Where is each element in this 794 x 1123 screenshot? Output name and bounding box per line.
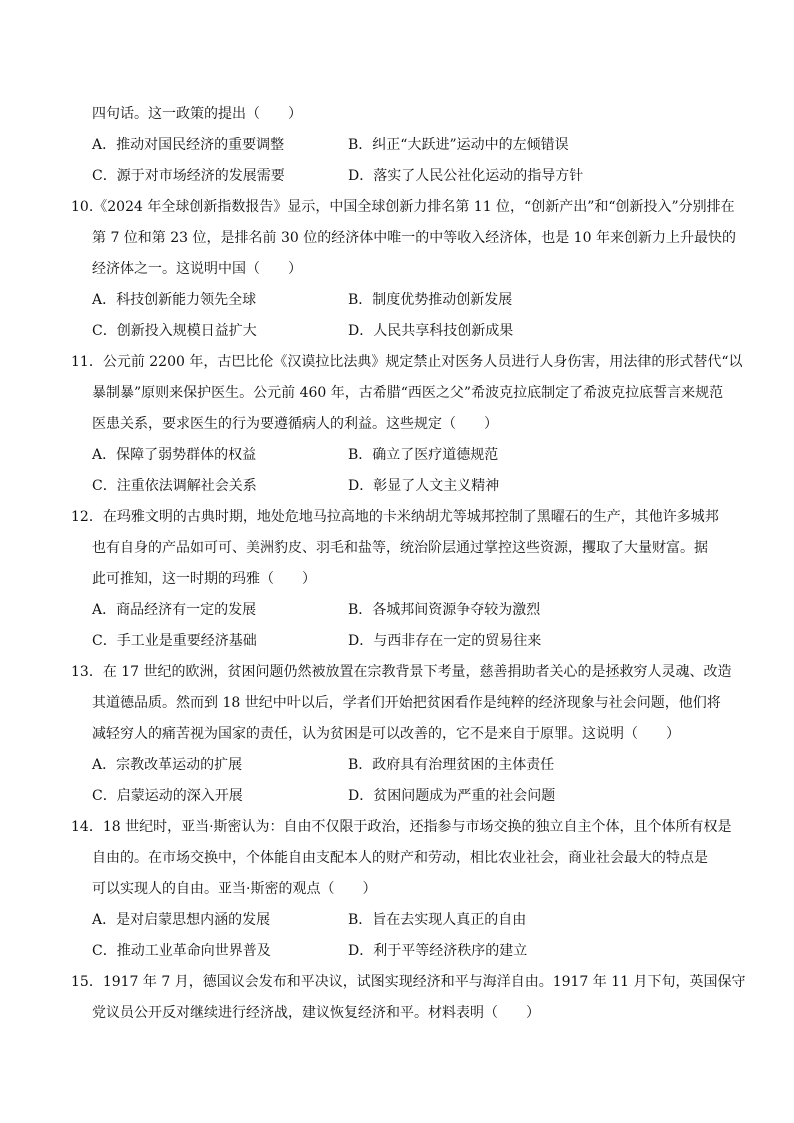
q12-option-c: C．手工业是重要经济基础 [92,633,257,649]
q10-option-c: C．创新投入规模日益扩大 [92,323,257,339]
q11-stem-line-2: 暴制暴”原则来保护医生。公元前 460 年，古希腊“西医之父”希波克拉底制定了希波克拉底誓言来规范 [92,385,724,401]
q13-stem-line-2: 其道德品质。然而到 18 世纪中叶以后，学者们开始把贫困看作是纯粹的经济现象与社会问题，他们将 [92,695,721,711]
q12-stem-line-3: 此可推知，这一时期的玛雅（ ） [92,571,316,587]
q11-stem-line-1: 11．公元前 2200 年，古巴比伦《汉谟拉比法典》规定禁止对医务人员进行人身伤害，用法律的形式替代“以 [71,354,743,370]
q11-option-d: D．彰显了人文主义精神 [348,478,500,494]
q15-stem-line-1: 15．1917 年 7 月，德国议会发布和平决议，试图实现经济和平与海洋自由。1917 年 11 月下旬，英国保守 [71,974,746,990]
q14-option-b: B．旨在去实现人真正的自由 [348,912,527,928]
q12-stem-line-2: 也有自身的产品如可可、美洲豹皮、羽毛和盐等，统治阶层通过掌控这些资源，攫取了大量财富。据 [92,540,708,556]
q14-stem-line-2: 自由的。在市场交换中，个体能自由支配本人的财产和劳动，相比农业社会，商业社会最大的特点是 [92,850,708,866]
q10-option-a: A．科技创新能力领先全球 [92,292,257,308]
q9-stem-tail: 四句话。这一政策的提出（ ） [92,106,302,122]
q12-stem-line-1: 12．在玛雅文明的古典时期，地处危地马拉高地的卡米纳胡尤等城邦控制了黑曜石的生产，其他许多城邦 [71,509,719,525]
q14-option-c: C．推动工业革命向世界普及 [92,943,271,959]
q14-option-d: D．利于平等经济秩序的建立 [348,943,528,959]
q9-option-c: C．源于对市场经济的发展需要 [92,168,285,184]
q13-option-a: A．宗教改革运动的扩展 [92,757,243,773]
q13-option-d: D．贫困问题成为严重的社会问题 [348,788,556,804]
q11-option-a: A．保障了弱势群体的权益 [92,447,257,463]
q10-stem-line-1: 10.《2024 年全球创新指数报告》显示，中国全球创新力排名第 11 位，“创新产出”和“创新投入”分别排在 [71,199,735,215]
q9-option-d: D．落实了人民公社化运动的指导方针 [348,168,584,184]
q12-option-a: A．商品经济有一定的发展 [92,602,257,618]
q10-stem-line-2: 第 7 位和第 23 位，是排名前 30 位的经济体中唯一的中等收入经济体，也是 10 年来创新力上升最快的 [92,230,736,246]
q10-stem-line-3: 经济体之一。这说明中国（ ） [92,261,302,277]
q12-option-b: B．各城邦间资源争夺较为激烈 [348,602,541,618]
q11-stem-line-3: 医患关系，要求医生的行为要遵循病人的利益。这些规定（ ） [92,416,498,432]
q14-option-a: A．是对启蒙思想内涵的发展 [92,912,271,928]
q12-option-d: D．与西非存在一定的贸易往来 [348,633,542,649]
q13-option-c: C．启蒙运动的深入开展 [92,788,243,804]
q13-stem-line-3: 减轻穷人的痛苦视为国家的责任，认为贫困是可以改善的，它不是来自于原罪。这说明（ ） [92,726,680,742]
q11-option-c: C．注重依法调解社会关系 [92,478,257,494]
q15-stem-line-2: 党议员公开反对继续进行经济战，建议恢复经济和平。材料表明（ ） [92,1005,540,1021]
q11-option-b: B．确立了医疗道德规范 [348,447,499,463]
q10-option-b: B．制度优势推动创新发展 [348,292,513,308]
q13-stem-line-1: 13．在 17 世纪的欧洲，贫困问题仍然被放置在宗教背景下考量，慈善捐助者关心的是拯救穷人灵魂、改造 [71,664,732,680]
q9-option-b: B．纠正“大跃进”运动中的左倾错误 [348,137,569,153]
q13-option-b: B．政府具有治理贫困的主体责任 [348,757,555,773]
q14-stem-line-3: 可以实现人的自由。亚当·斯密的观点（ ） [92,881,377,897]
q10-option-d: D．人民共享科技创新成果 [348,323,514,339]
q14-stem-line-1: 14．18 世纪时，亚当·斯密认为：自由不仅限于政治，还指参与市场交换的独立自主个体，且个体所有权是 [71,819,732,835]
q9-option-a: A．推动对国民经济的重要调整 [92,137,285,153]
